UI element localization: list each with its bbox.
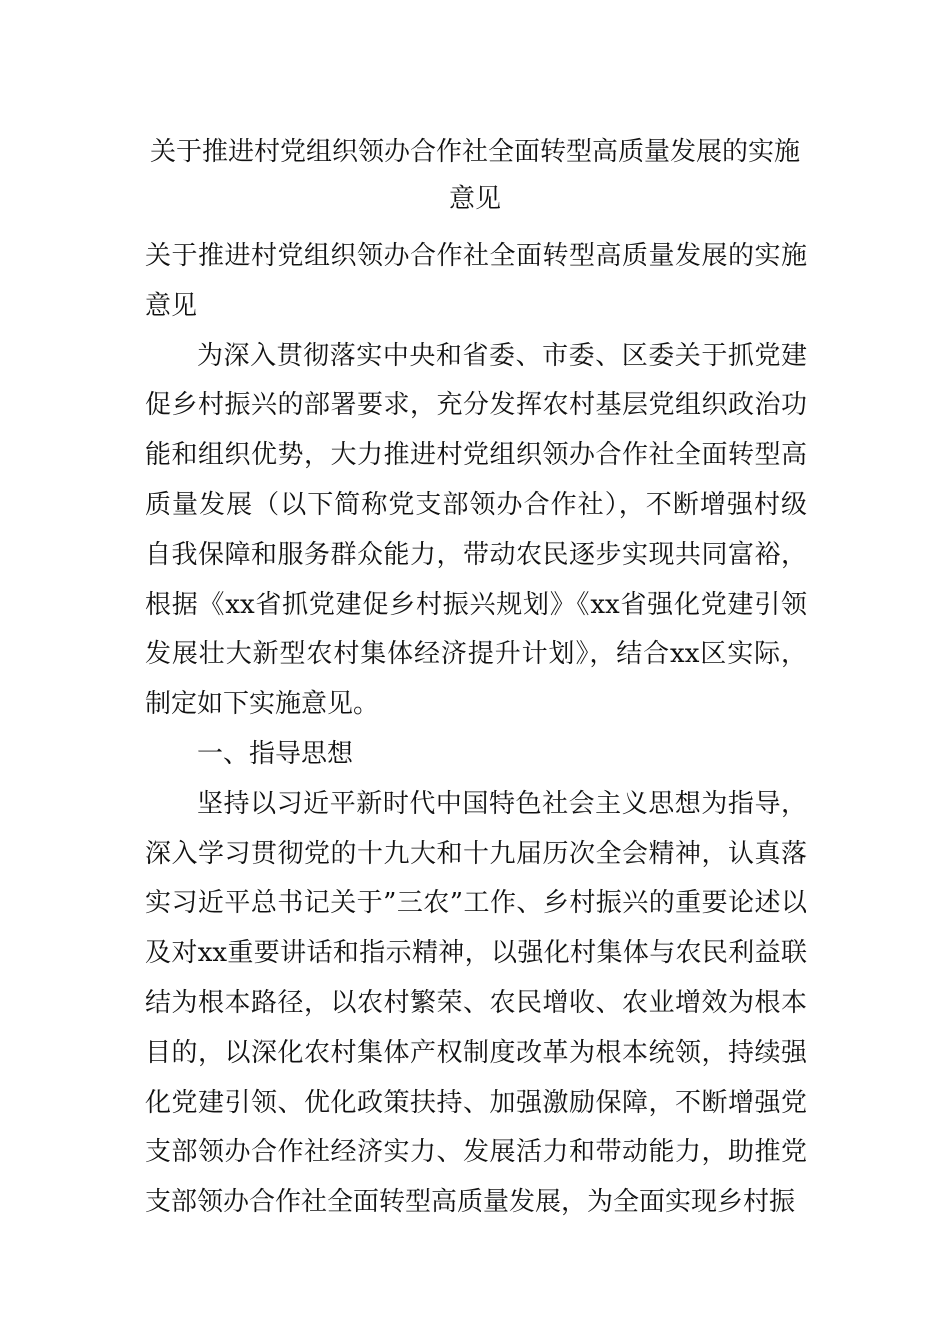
paragraph-guiding-ideology: 坚持以习近平新时代中国特色社会主义思想为指导，深入学习贯彻党的十九大和十九届历次全会精神，认真落实习近平总书记关于”三农”工作、乡村振兴的重要论述以及对xx重要讲话和指示精神，以强化村集体与农民利益联结为根本路径，以农村繁荣、农民增收、农业增效为根本目的，以深化农村集体产权制度改革为根本统领，持续强化党建引领、优化政策扶持、加强激励保障，不断增强党支部领办合作社经济实力、发展活力和带动能力，助推党支部领办合作社全面转型高质量发展，为全面实现乡村振 [145, 788, 807, 1218]
document-title-line-1: 关于推进村党组织领办合作社全面转型高质量发展的实施 [149, 137, 800, 167]
document-subtitle: 关于推进村党组织领办合作社全面转型高质量发展的实施意见 [145, 241, 807, 321]
paragraph-intro: 为深入贯彻落实中央和省委、市委、区委关于抓党建促乡村振兴的部署要求，充分发挥农村基层党组织政治功能和组织优势，大力推进村党组织领办合作社全面转型高质量发展（以下简称党支部领办合作社），不断增强村级自我保障和服务群众能力，带动农民逐步实现共同富裕，根据《xx省抓党建促乡村振兴规划》《xx省强化党建引领发展壮大新型农村集体经济提升计划》，结合xx区实际，制定如下实施意见。 [145, 340, 807, 720]
section-heading-guiding-ideology: 一、指导思想 [197, 738, 354, 769]
document-body [145, 232, 807, 1228]
document-title-line-2: 意见 [448, 184, 501, 214]
